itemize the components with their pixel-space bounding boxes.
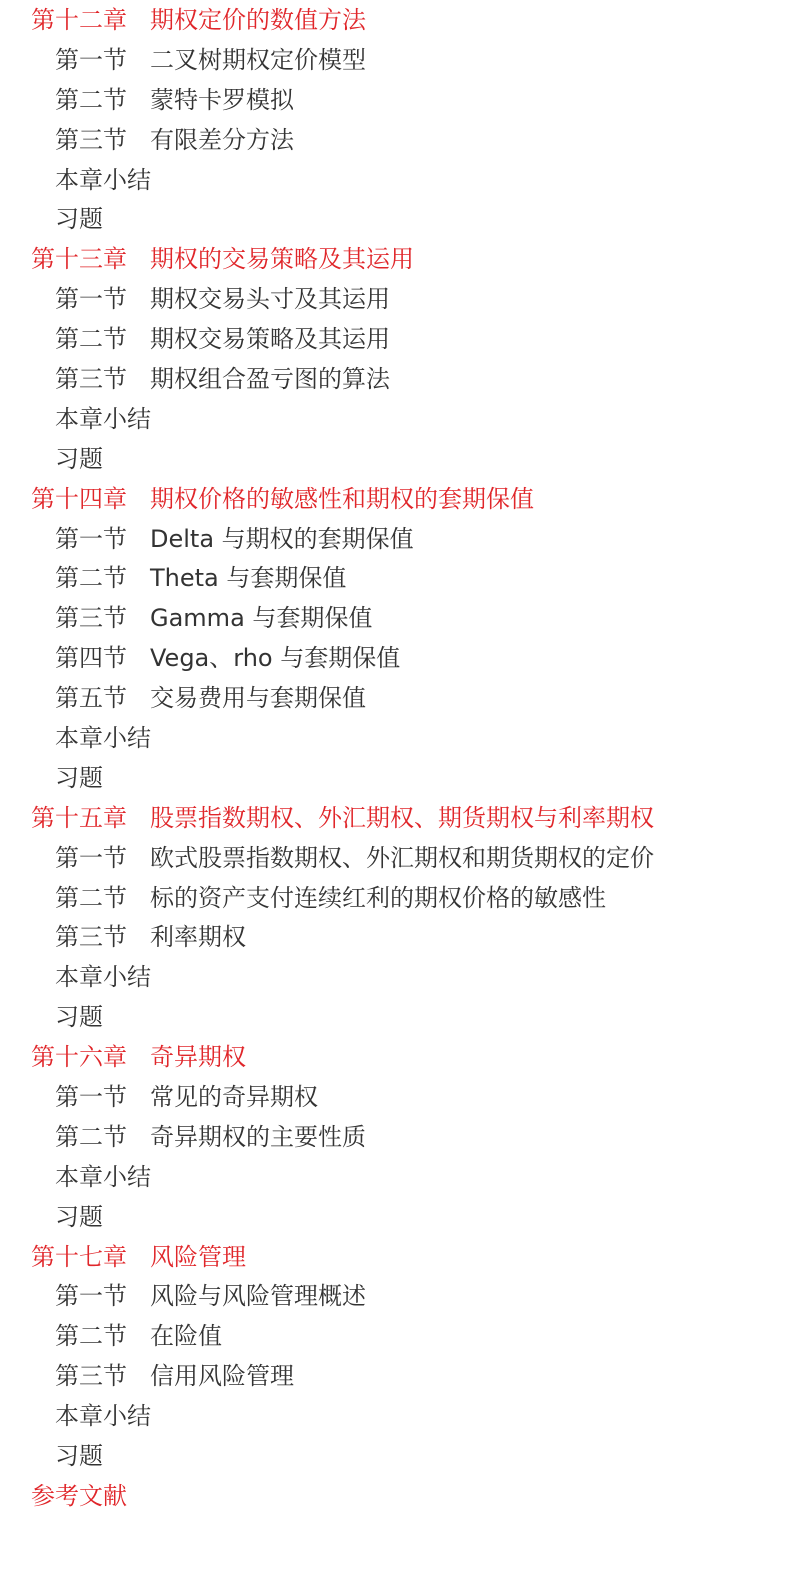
section-title: 信用风险管理 [150, 1362, 294, 1391]
toc-section-link[interactable] [0, 917, 790, 957]
section-title: 习题 [55, 205, 103, 234]
section-number: 第一节 [55, 843, 127, 872]
chapter-title: 期权定价的数值方法 [150, 5, 366, 34]
toc-chapter-link[interactable] [0, 239, 790, 279]
toc-chapter-link[interactable] [0, 479, 790, 519]
chapter-title: 股票指数期权、外汇期权、期货期权与利率期权 [150, 803, 654, 832]
toc-section-link[interactable] [0, 1356, 790, 1396]
toc-section-link[interactable] [0, 120, 790, 160]
section-title: 利率期权 [150, 923, 246, 952]
section-title: 本章小结 [55, 963, 151, 992]
toc-section-link[interactable] [0, 1117, 790, 1157]
toc-section-link[interactable] [0, 279, 790, 319]
chapter-title: 参考文献 [31, 1481, 127, 1510]
section-number: 第二节 [55, 883, 127, 912]
section-title: 风险与风险管理概述 [150, 1282, 366, 1311]
section-title: 本章小结 [55, 1162, 151, 1191]
chapter-number: 第十四章 [31, 484, 127, 513]
section-number: 第二节 [55, 1122, 127, 1151]
section-title: 欧式股票指数期权、外汇期权和期货期权的定价 [150, 843, 654, 872]
toc-chapter-link[interactable] [0, 1037, 790, 1077]
section-title: Gamma 与套期保值 [150, 604, 373, 633]
toc-section-link[interactable] [0, 997, 790, 1037]
toc-chapter-link[interactable] [0, 1476, 790, 1516]
section-title: 习题 [55, 1003, 103, 1032]
section-number: 第三节 [55, 923, 127, 952]
section-number: 第三节 [55, 125, 127, 154]
section-title: 常见的奇异期权 [150, 1083, 318, 1111]
chapter-title: 期权价格的敏感性和期权的套期保值 [150, 484, 534, 513]
section-title: 本章小结 [55, 404, 151, 433]
chapter-number: 第十五章 [31, 803, 127, 832]
toc-section-link[interactable] [0, 718, 790, 758]
section-title: 标的资产支付连续红利的期权价格的敏感性 [150, 883, 606, 912]
toc-section-link[interactable] [0, 399, 790, 439]
section-title: 奇异期权的主要性质 [150, 1122, 366, 1151]
toc-section-link[interactable] [0, 1157, 790, 1197]
toc-section-link[interactable] [0, 838, 790, 878]
section-number: 第三节 [55, 1362, 127, 1391]
chapter-number: 第十七章 [31, 1242, 127, 1271]
toc-section-link[interactable] [0, 199, 790, 239]
section-number: 第五节 [55, 684, 127, 713]
toc-section-link[interactable] [0, 1436, 790, 1476]
section-title: 习题 [55, 763, 103, 792]
toc-section-link[interactable] [0, 1197, 790, 1237]
toc-section-link[interactable] [0, 758, 790, 798]
section-number: 第二节 [55, 325, 127, 354]
section-title: 习题 [55, 444, 103, 473]
toc-section-link[interactable] [0, 319, 790, 359]
section-title: 期权交易策略及其运用 [150, 325, 390, 354]
section-number: 第一节 [55, 1083, 127, 1111]
section-title: 本章小结 [55, 723, 151, 752]
toc-section-link[interactable] [0, 678, 790, 718]
section-title: 习题 [55, 1202, 103, 1231]
section-number: 第一节 [55, 285, 127, 314]
section-number: 第三节 [55, 604, 127, 633]
toc-section-link[interactable] [0, 1396, 790, 1436]
section-title: Delta 与期权的套期保值 [150, 524, 414, 553]
section-title: 习题 [55, 1442, 103, 1471]
section-number: 第二节 [55, 85, 127, 114]
chapter-number: 第十二章 [31, 5, 127, 34]
toc-section-link[interactable] [0, 40, 790, 80]
section-number: 第一节 [55, 45, 127, 74]
section-title: Theta 与套期保值 [150, 564, 347, 593]
toc-section-link[interactable] [0, 878, 790, 918]
toc-chapter-link[interactable] [0, 798, 790, 838]
section-number: 第二节 [55, 1322, 127, 1351]
section-title: 期权组合盈亏图的算法 [150, 364, 390, 393]
chapter-title: 风险管理 [150, 1242, 246, 1271]
section-number: 第四节 [55, 644, 127, 673]
section-title: 交易费用与套期保值 [150, 684, 366, 713]
toc-section-link[interactable] [0, 1277, 790, 1317]
section-number: 第三节 [55, 364, 127, 393]
section-number: 第二节 [55, 564, 127, 593]
chapter-title: 奇异期权 [150, 1043, 246, 1072]
toc-section-link[interactable] [0, 558, 790, 598]
toc-section-link[interactable] [0, 1316, 790, 1356]
section-title: 在险值 [150, 1322, 222, 1351]
section-title: 蒙特卡罗模拟 [150, 85, 294, 114]
section-number: 第一节 [55, 524, 127, 553]
section-title: 本章小结 [55, 1402, 151, 1431]
toc-section-link[interactable] [0, 439, 790, 479]
toc-section-link[interactable] [0, 519, 790, 559]
toc-section-link[interactable] [0, 80, 790, 120]
section-title: Vega、rho 与套期保值 [150, 644, 401, 673]
section-title: 期权交易头寸及其运用 [150, 285, 390, 314]
toc-section-link[interactable] [0, 160, 790, 200]
toc-section-link[interactable] [0, 598, 790, 638]
toc-section-link[interactable] [0, 1077, 790, 1117]
toc-chapter-link[interactable] [0, 0, 790, 40]
toc-section-link[interactable] [0, 957, 790, 997]
chapter-number: 第十三章 [31, 245, 127, 274]
toc-section-link[interactable] [0, 638, 790, 678]
section-title: 二叉树期权定价模型 [150, 45, 366, 74]
section-title: 有限差分方法 [150, 125, 294, 154]
section-title: 本章小结 [55, 165, 151, 194]
toc-chapter-link[interactable] [0, 1237, 790, 1277]
chapter-title: 期权的交易策略及其运用 [150, 245, 414, 274]
toc-section-link[interactable] [0, 359, 790, 399]
chapter-number: 第十六章 [31, 1043, 127, 1072]
section-number: 第一节 [55, 1282, 127, 1311]
